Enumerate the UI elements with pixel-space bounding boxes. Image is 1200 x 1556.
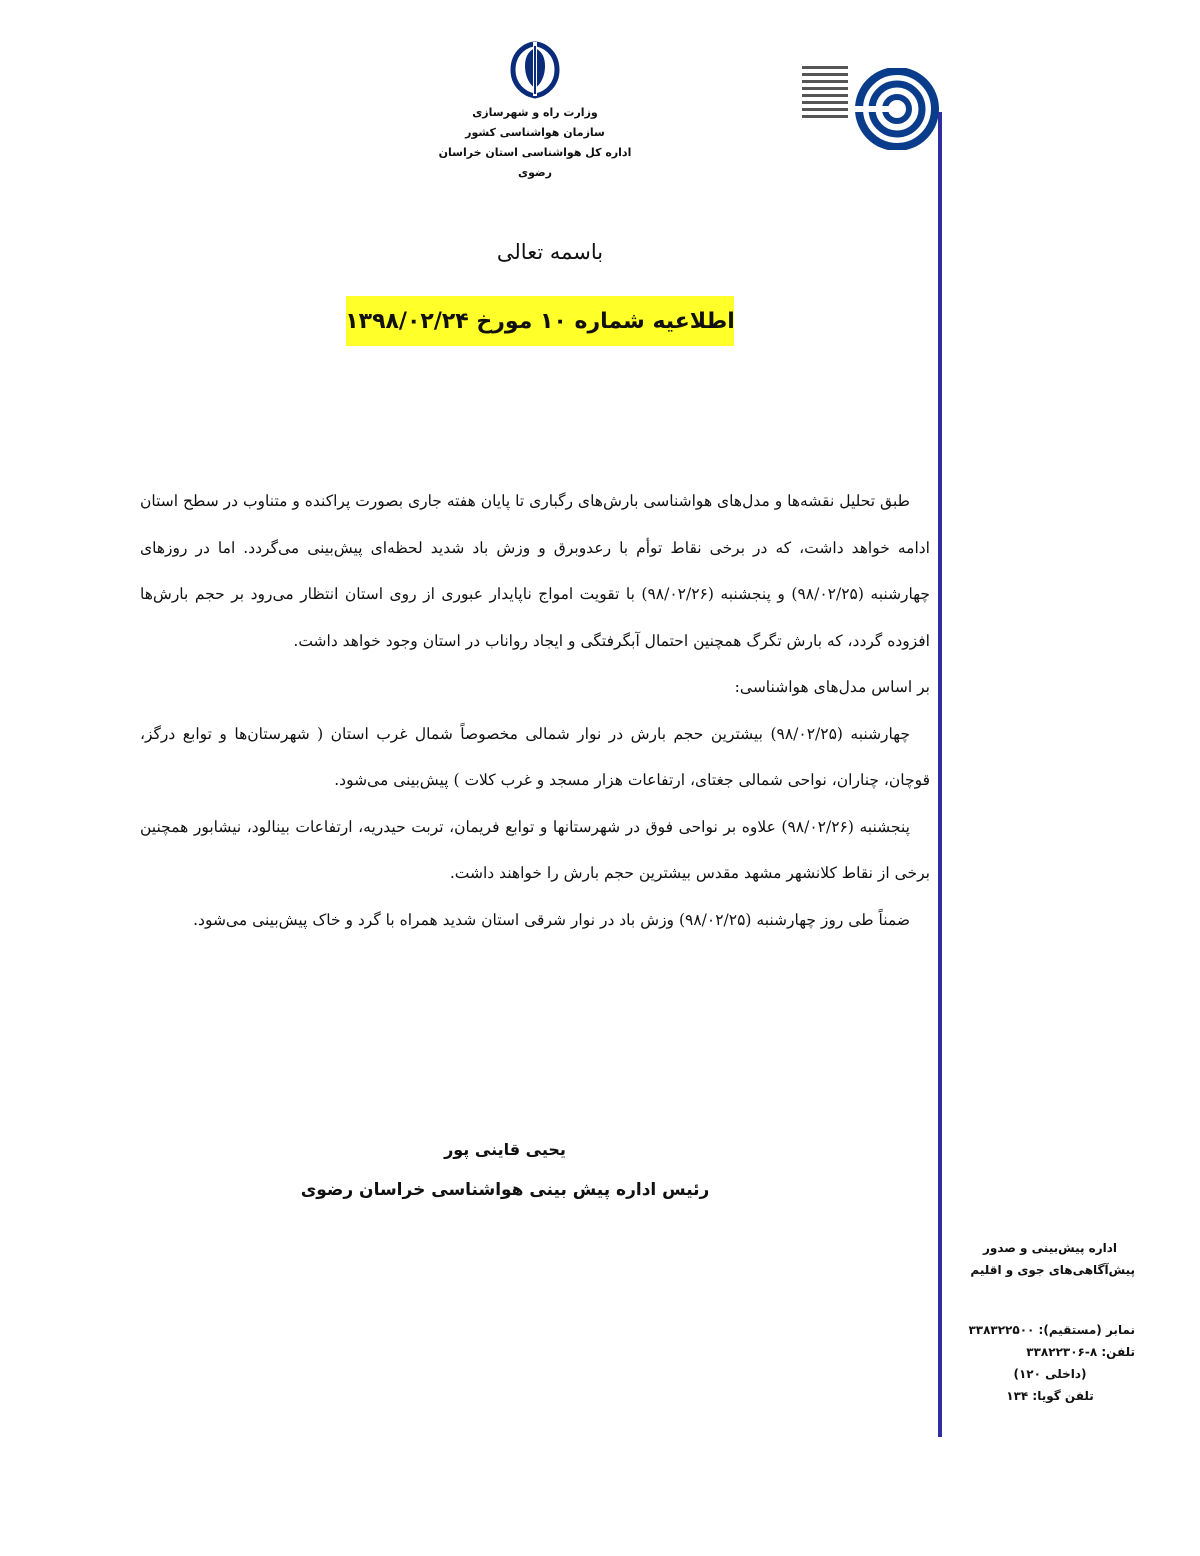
body-paragraph: طبق تحلیل نقشه‌ها و مدل‌های هواشناسی بارش‌های رگباری تا پایان هفته جاری بصورت پراکنده و متناوب در سطح استان ادامه خواهد داشت، که در برخی نقاط توأم با رعدوبرق و وزش باد شدید لحظه‌ای پیش‌بینی می‌گردد. اما در روزهای چهارشنبه (۹۸/۰۲/۲۵) و پنجشنبه (۹۸/۰۲/۲۶) با تقویت امواج ناپایدار عبوری از روی استان انتظار می‌رود بر حجم بارش‌ها افزوده گردد، که بارش تگرگ همچنین احتمال آبگرفتگی و ایجاد رواناب در استان وجود خواهد داشت. bbox=[140, 492, 930, 650]
fax-number: نمابر (مستقیم): ۳۳۸۳۲۲۵۰۰ bbox=[968, 1323, 1135, 1337]
announcement-body bbox=[140, 478, 930, 943]
body-paragraph: پنجشنبه (۹۸/۰۲/۲۶) علاوه بر نواحی فوق در شهرستانها و توابع فریمان، تربت حیدریه، ارتفاعات بینالود، نیشابور همچنین برخی از نقاط کلانشهر مشهد مقدس بیشترین حجم بارش را خواهند داشت. bbox=[140, 817, 930, 882]
organization-header bbox=[420, 103, 650, 183]
phone-number: تلفن: ۸-۳۳۸۲۲۳۰۶ bbox=[1026, 1345, 1135, 1359]
announcement-title-highlight bbox=[346, 296, 734, 346]
organization-name: سازمان هواشناسی کشور bbox=[465, 126, 605, 139]
department-name: اداره کل هواشناسی استان خراسان رضوی bbox=[438, 146, 632, 179]
signer-title: رئیس اداره پیش بینی هواشناسی خراسان رضوی bbox=[300, 1180, 710, 1200]
ministry-name: وزارت راه و شهرسازی bbox=[472, 106, 598, 119]
meteorology-logo-icon bbox=[845, 68, 940, 150]
body-paragraph: بر اساس مدل‌های هواشناسی: bbox=[734, 678, 930, 696]
phone-extension: (داخلی ۱۲۰) bbox=[1013, 1367, 1087, 1381]
logo-caption-lines bbox=[802, 62, 848, 132]
signer-name: یحیی قاینی پور bbox=[444, 1140, 566, 1159]
body-paragraph: چهارشنبه (۹۸/۰۲/۲۵) بیشترین حجم بارش در نوار شمالی مخصوصاً شمال غرب استان ( شهرستان‌ها و توابع درگز، قوچان، چناران، نواحی شمالی جغتای، ارتفاعات هزار مسجد و غرب کلات ) پیش‌بینی می‌شود. bbox=[140, 724, 930, 789]
office-name-line: پیش‌آگاهی‌های جوی و اقلیم bbox=[970, 1263, 1135, 1277]
invocation-heading: باسمه تعالی bbox=[496, 240, 604, 264]
body-paragraph: ضمناً طی روز چهارشنبه (۹۸/۰۲/۲۵) وزش باد در نوار شرقی استان شدید همراه با گرد و خاک پیش‌بینی می‌شود. bbox=[193, 910, 910, 929]
office-name-line: اداره پیش‌بینی و صدور bbox=[982, 1241, 1118, 1255]
contact-block bbox=[935, 1237, 1135, 1407]
phone-wire-number: تلفن گویا: ۱۳۴ bbox=[1006, 1389, 1094, 1403]
announcement-title: اطلاعیه شماره ۱۰ مورخ ۱۳۹۸/۰۲/۲۴ bbox=[345, 308, 735, 334]
iran-emblem-icon bbox=[503, 40, 567, 100]
